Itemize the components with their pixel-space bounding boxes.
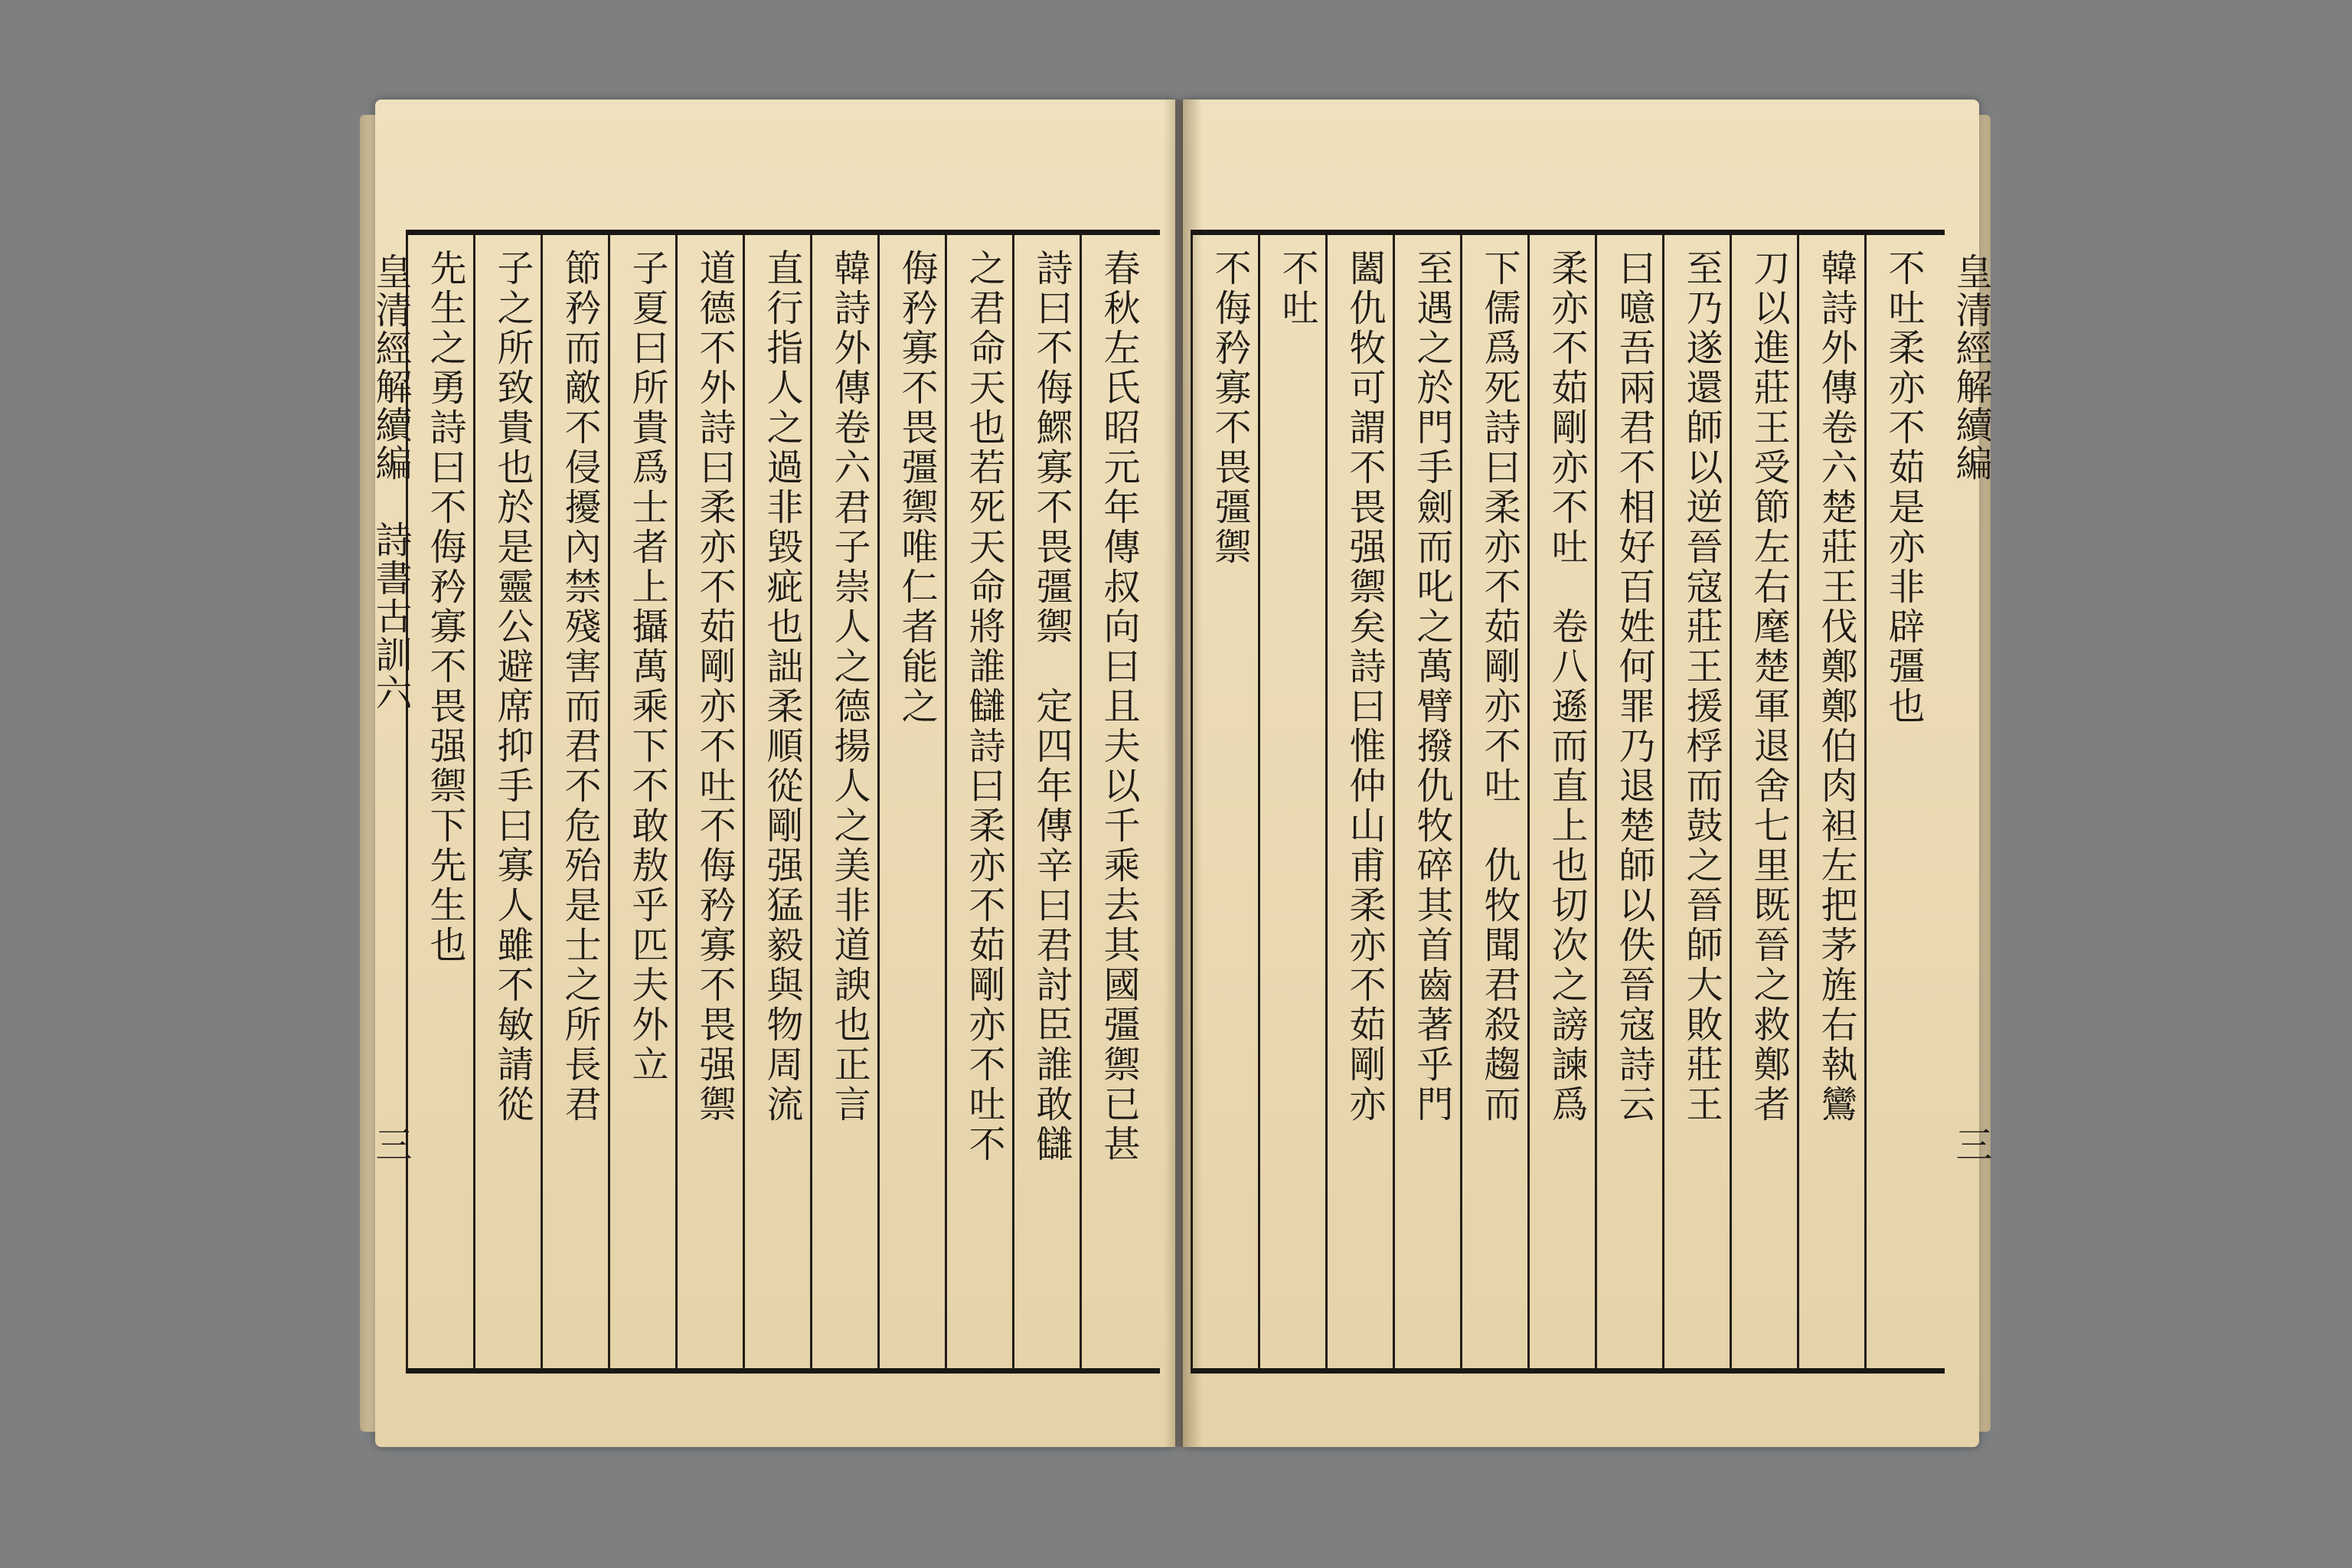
- right-column-11: 不侮矜寡不畏彊禦: [1208, 249, 1251, 567]
- left-column-2: 詩曰不侮鰥寡不畏彊禦 定四年傳辛曰君討臣誰敢讎: [1030, 249, 1073, 1165]
- left-column-8: 子夏曰所貴爲士者上攝萬乘下不敢敖乎匹夫外立: [626, 249, 668, 1085]
- left-margin-title: 皇清經解續編: [369, 253, 412, 482]
- left-column-1: 春秋左氏昭元年傳叔向曰且夫以千乘去其國彊禦已甚: [1097, 249, 1140, 1165]
- right-column-7: 下儒爲死詩曰柔亦不茹剛亦不吐 仇牧聞君殺趨而: [1478, 249, 1521, 1125]
- right-column-9: 闔仇牧可謂不畏强禦矣詩曰惟仲山甫柔亦不茹剛亦: [1343, 249, 1386, 1125]
- left-folio-number: 三: [369, 1125, 412, 1164]
- right-column-6: 柔亦不茹剛亦不吐 卷八遜而直上也切次之謗諫爲: [1545, 249, 1588, 1125]
- right-folio-number: 三: [1949, 1125, 1992, 1164]
- left-margin-subtitle: 詩書古訓六: [369, 521, 412, 712]
- right-column-3: 刀以進莊王受節左右麾楚軍退舍七里既晉之救鄭者: [1747, 249, 1790, 1125]
- right-text-block: [1191, 230, 1945, 1374]
- left-column-5: 韓詩外傳卷六君子崇人之德揚人之美非道諛也正言: [828, 249, 871, 1125]
- left-column-10: 子之所致貴也於是靈公避席抑手曰寡人雖不敏請從: [491, 249, 534, 1125]
- right-column-2: 韓詩外傳卷六楚莊王伐鄭鄭伯肉袒左把茅旌右執鸞: [1815, 249, 1857, 1125]
- right-column-5: 曰噫吾兩君不相好百姓何罪乃退楚師以佚晉寇詩云: [1612, 249, 1655, 1125]
- right-column-4: 至乃遂還師以逆晉寇莊王援桴而鼓之晉師大敗莊王: [1680, 249, 1723, 1125]
- left-column-6: 直行指人之過非毀疵也詘柔順從剛强猛毅與物周流: [760, 249, 803, 1125]
- right-margin-title: 皇清經解續編: [1949, 253, 1992, 482]
- left-text-block: [406, 230, 1160, 1374]
- left-column-9: 節矜而敵不侵擾內禁殘害而君不危殆是士之所長君: [558, 249, 601, 1125]
- right-column-8: 至遇之於門手劍而叱之萬臂撥仇牧碎其首齒著乎門: [1410, 249, 1453, 1125]
- left-column-11: 先生之勇詩曰不侮矜寡不畏强禦下先生也: [423, 249, 466, 965]
- right-column-1: 不吐柔亦不茹是亦非辟彊也: [1882, 249, 1925, 727]
- left-column-3: 之君命天也若死天命將誰讎詩曰柔亦不茹剛亦不吐不: [962, 249, 1005, 1165]
- left-column-7: 道德不外詩曰柔亦不茹剛亦不吐不侮矜寡不畏强禦: [693, 249, 736, 1125]
- right-column-10: 不吐: [1276, 249, 1318, 328]
- left-column-4: 侮矜寡不畏彊禦唯仁者能之: [895, 249, 938, 727]
